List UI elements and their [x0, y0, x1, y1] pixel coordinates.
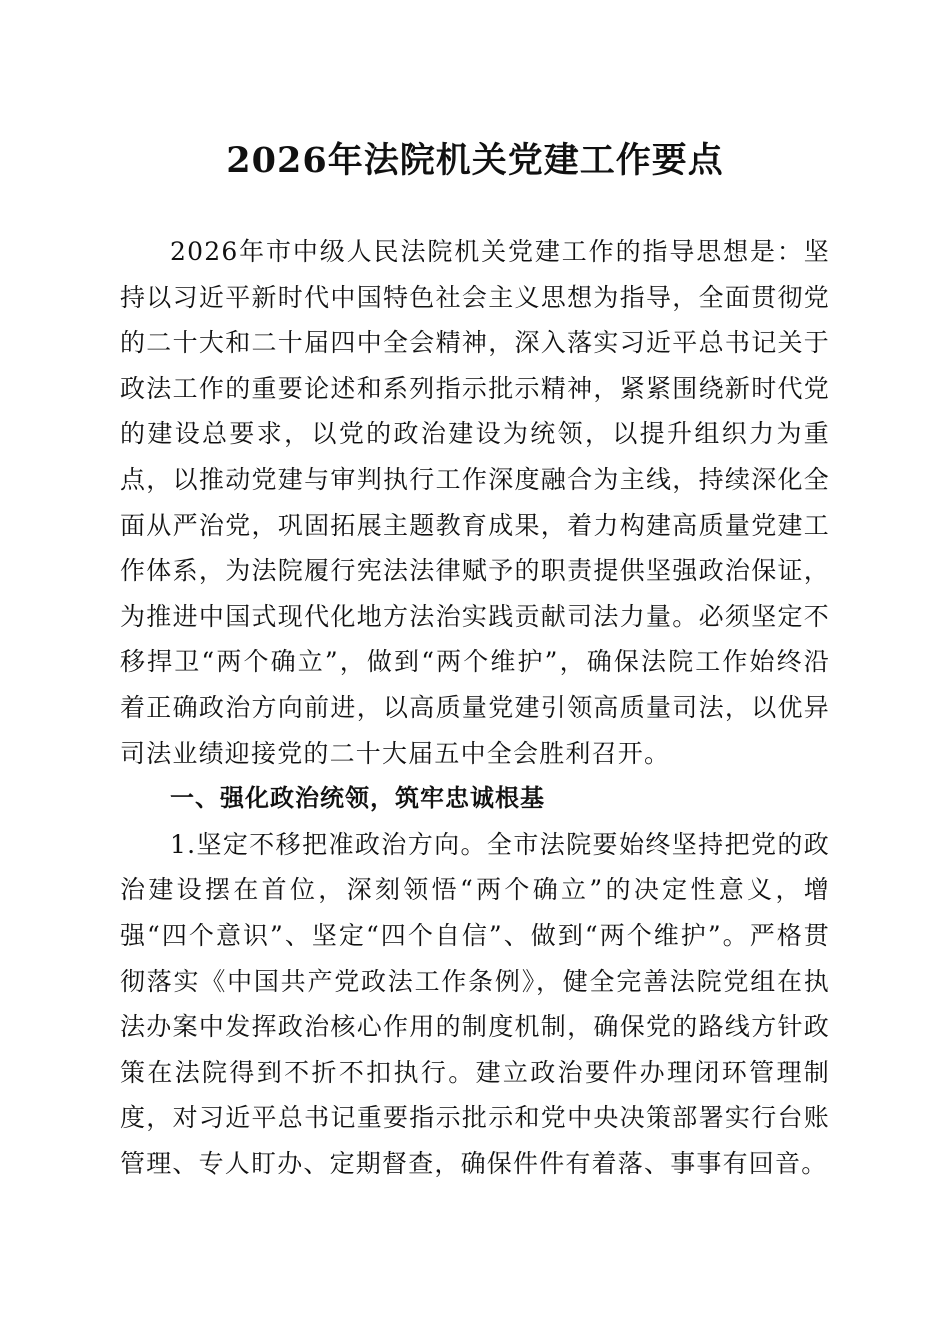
document-title: 2026年法院机关党建工作要点	[226, 140, 724, 181]
document-body	[120, 229, 830, 1186]
intro-paragraph: 2026年市中级人民法院机关党建工作的指导思想是：坚持以习近平新时代中国特色社会主义思想为指导，全面贯彻党的二十大和二十届四中全会精神，深入落实习近平总书记关于政法工作的重要论述和系列指示批示精神，紧紧围绕新时代党的建设总要求，以党的政治建设为统领，以提升组织力为重点，以推动党建与审判执行工作深度融合为主线，持续深化全面从严治党，巩固拓展主题教育成果，着力构建高质量党建工作体系，为法院履行宪法法律赋予的职责提供坚强政治保证，为推进中国式现代化地方法治实践贡献司法力量。必须坚定不移捍卫“两个确立”，做到“两个维护”，确保法院工作始终沿着正确政治方向前进，以高质量党建引领高质量司法，以优异司法业绩迎接党的二十大届五中全会胜利召开。	[120, 237, 830, 768]
section-item-paragraph: 1.坚定不移把准政治方向。全市法院要始终坚持把党的政治建设摆在首位，深刻领悟“两个确立”的决定性意义，增强“四个意识”、坚定“四个自信”、做到“两个维护”。严格贯彻落实《中国共产党政法工作条例》，健全完善法院党组在执法办案中发挥政治核心作用的制度机制，确保党的路线方针政策在法院得到不折不扣执行。建立政治要件办理闭环管理制度，对习近平总书记重要指示批示和党中央决策部署实行台账管理、专人盯办、定期督查，确保件件有着落、事事有回音。	[120, 829, 830, 1178]
section-heading: 一、强化政治统领，筑牢忠诚根基	[170, 784, 545, 813]
